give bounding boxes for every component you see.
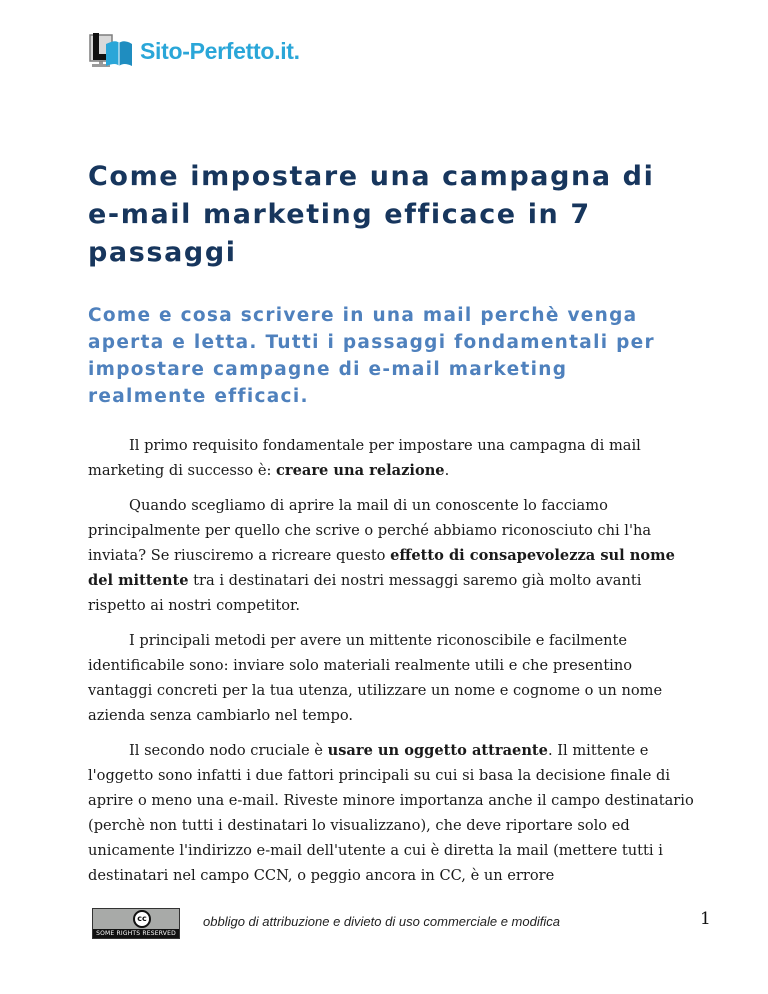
- page-subtitle: Come e cosa scrivere in una mail perchè venga aperta e letta. Tutti i passaggi fondamentali per impostare campagne di e-mail marketing realmente efficaci.: [88, 305, 655, 407]
- paragraph-3: I principali metodi per avere un mittente riconoscibile e facilmente identificabile sono: inviare solo materiali realmente utili e che presentino vantaggi concreti per la tua utenza, utilizzare un nome e cognome o un nome azienda senza cambiarlo nel tempo.: [88, 632, 663, 724]
- paragraph-2: Quando scegliamo di aprire la mail di un conoscente lo facciamo principalmente per quello che scrive o perché abbiamo riconosciuto chi l'ha inviata? Se riusciremo a ricreare questo effetto di consapevolezza sul nome del mittente tra i destinatari dei nostri messaggi saremo già molto avanti rispetto ai nostri competitor.: [88, 497, 675, 614]
- logo-text: Sito-Perfetto.it.: [140, 37, 300, 64]
- book-monitor-icon: [88, 30, 134, 72]
- page-number: 1: [700, 909, 711, 929]
- emphasis: creare una relazione: [276, 462, 445, 479]
- license-note: obbligo di attribuzione e divieto di uso commerciale e modifica: [203, 914, 560, 929]
- cc-badge-text: SOME RIGHTS RESERVED: [93, 929, 179, 938]
- page-title: Come impostare una campagna di e-mail marketing efficace in 7 passaggi: [88, 161, 655, 268]
- emphasis: effetto di consapevolezza sul nome del mittente: [88, 547, 675, 589]
- cc-icon: cc: [133, 910, 151, 928]
- article-body: [88, 433, 694, 898]
- creative-commons-badge[interactable]: [92, 908, 180, 939]
- emphasis: usare un oggetto attraente: [327, 742, 548, 759]
- site-logo[interactable]: [88, 30, 300, 72]
- paragraph-1: Il primo requisito fondamentale per impostare una campagna di mail marketing di successo è: creare una relazione.: [88, 437, 641, 479]
- paragraph-4: Il secondo nodo cruciale è usare un oggetto attraente. Il mittente e l'oggetto sono infatti i due fattori principali su cui si basa la decisione finale di aprire o meno una e-mail. Riveste minore importanza anche il campo destinatario (perchè non tutti i destinatari lo visualizzano), che deve riportare solo ed unicamente l'indirizzo e-mail dell'utente a cui è diretta la mail (mettere tutti i destinatari nel campo CCN, o peggio ancora in CC, è un errore: [88, 742, 694, 884]
